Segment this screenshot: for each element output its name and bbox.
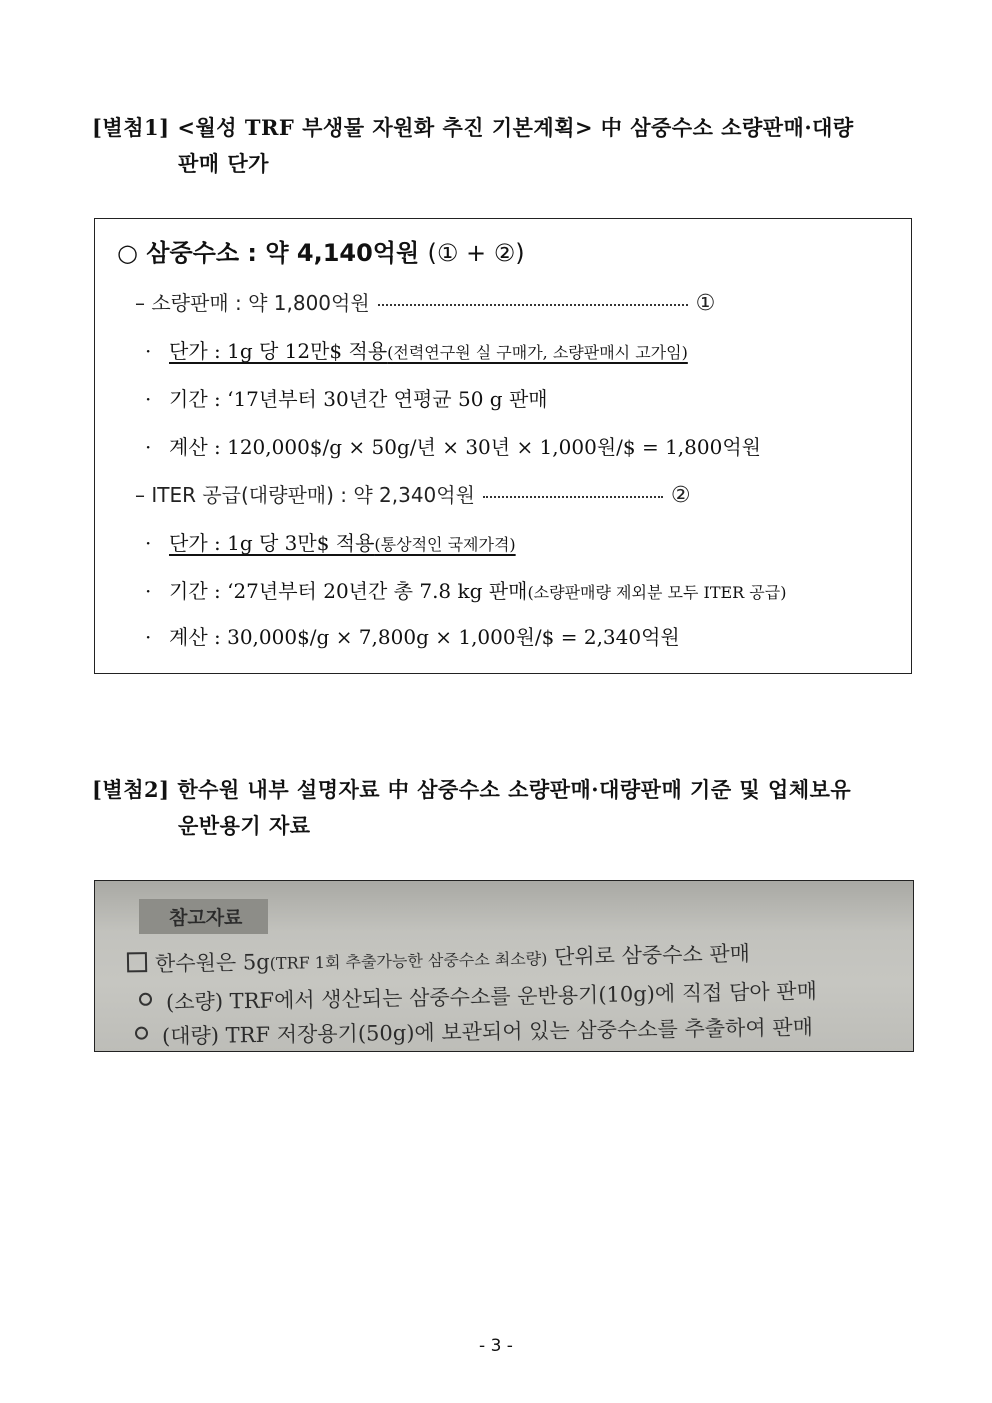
page-number: - 3 - (479, 1336, 513, 1356)
attachment1-heading (92, 110, 912, 182)
dotted-leader (483, 496, 663, 498)
dotted-leader (378, 304, 688, 306)
tritium-total-line (117, 233, 525, 268)
reference-line-3-text: (대량) TRF 저장용기(50g)에 보관되어 있는 삼중수소를 추출하여 판매 (161, 1015, 814, 1049)
reference-line-2-text: (소량) TRF에서 생산되는 삼중수소를 운반용기(10g)에 직접 담아 판매 (165, 979, 818, 1015)
reference-line-3 (135, 1011, 813, 1050)
small-sale-marker: ① (695, 291, 716, 316)
bullet: · (145, 339, 152, 363)
bulk-sale-period-note: (소량판매량 제외분 모두 ITER 공급) (527, 583, 787, 602)
small-sale-label: – 소량판매 : 약 1,800억원 (135, 291, 370, 315)
circle-bullet-icon (135, 1027, 148, 1040)
reference-line-1c: 단위로 삼중수소 판매 (547, 941, 751, 970)
tritium-total-text: ○ 삼중수소 : 약 4,140억원 (117, 239, 420, 267)
tritium-total-formula: (① + ②) (427, 239, 525, 267)
reference-line-2 (139, 975, 817, 1017)
bulk-sale-calc: 계산 : 30,000$/g × 7,800g × 1,000원/$ = 2,340억원 (169, 625, 680, 649)
reference-label: 참고자료 (139, 899, 268, 934)
bulk-sale-period: 기간 : ‘27년부터 20년간 총 7.8 kg 판매 (169, 579, 528, 603)
small-sale-period: 기간 : ‘17년부터 30년간 연평균 50 g 판매 (169, 387, 548, 411)
bullet: · (145, 531, 152, 555)
checkbox-square-icon (127, 952, 147, 972)
reference-line-1a: 한수원은 5g (154, 949, 270, 976)
attachment2-title-line2: 운반용기 자료 (178, 813, 311, 838)
bullet: · (145, 387, 152, 411)
bullet: · (145, 625, 152, 649)
small-sale-calc: 계산 : 120,000$/g × 50g/년 × 30년 × 1,000원/$ = 1,800억원 (169, 435, 761, 459)
tritium-price-box (94, 218, 912, 674)
bulk-sale-line (135, 479, 691, 508)
reference-line-1b: (TRF 1회 추출가능한 삼중수소 최소량) (269, 949, 548, 973)
bulk-sale-calc-line (145, 621, 680, 650)
attachment1-title-line1: [별첨1] <월성 TRF 부생물 자원화 추진 기본계획> 中 삼중수소 소량판매·대량 (92, 115, 854, 140)
reference-line-1 (127, 938, 750, 979)
small-sale-period-line (145, 383, 548, 412)
bulk-sale-price-note: (통상적인 국제가격) (374, 535, 516, 554)
bullet: · (145, 579, 152, 603)
bulk-sale-price-line (145, 527, 516, 556)
bulk-sale-marker: ② (670, 483, 691, 508)
bullet: · (145, 435, 152, 459)
bulk-sale-price: 단가 : 1g 당 3만$ 적용 (169, 531, 375, 555)
small-sale-price-line (145, 335, 688, 364)
attachment2-title-line1: [별첨2] 한수원 내부 설명자료 中 삼중수소 소량판매·대량판매 기준 및 업체보유 (92, 777, 852, 802)
small-sale-calc-line (145, 431, 761, 460)
small-sale-price: 단가 : 1g 당 12만$ 적용 (169, 339, 388, 363)
reference-photo (94, 880, 914, 1052)
circle-bullet-icon (139, 993, 152, 1006)
small-sale-price-note: (전력연구원 실 구매가, 소량판매시 고가임) (387, 343, 688, 362)
attachment1-title-line2: 판매 단가 (178, 151, 269, 176)
bulk-sale-label: – ITER 공급(대량판매) : 약 2,340억원 (135, 483, 475, 507)
small-sale-line (135, 287, 715, 316)
attachment2-heading (92, 772, 912, 844)
bulk-sale-period-line (145, 575, 786, 604)
